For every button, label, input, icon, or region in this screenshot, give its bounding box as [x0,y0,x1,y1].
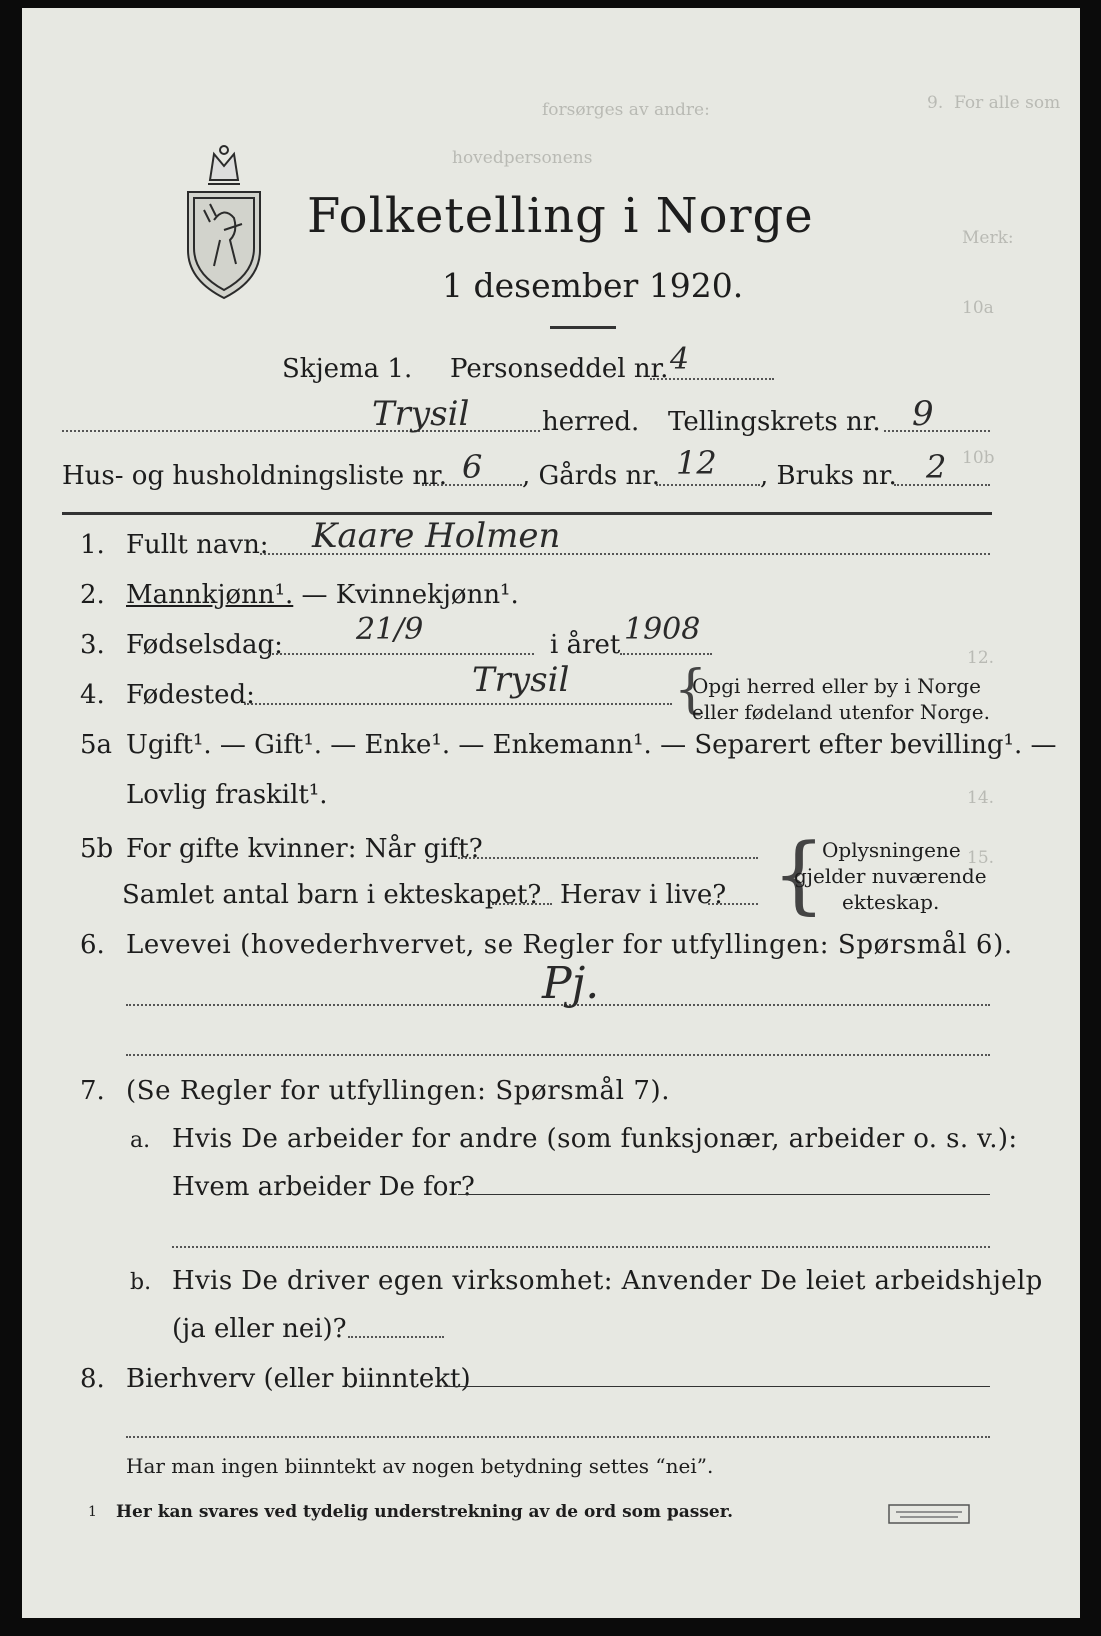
personseddel-label: Personseddel nr. [450,354,669,384]
bleed-through-text: 15. [967,848,995,868]
q7a-line2: Hvem arbeider De for? [172,1172,475,1202]
form-title: Folketelling i Norge [307,188,814,244]
q7-number: 7. [80,1076,105,1106]
q1-value: Kaare Holmen [312,516,561,556]
skjema-label: Skjema 1. [282,354,413,384]
q4-note-line1: Opgi herred eller by i Norge [692,674,981,698]
hus-value: 6 [462,448,483,486]
q8-label: Bierhverv (eller biinntekt) [126,1364,471,1394]
q5b-line1: For gifte kvinner: Når gift? [126,834,483,864]
footnote-mark: 1 [88,1504,97,1520]
q3-year-label: i året [550,630,621,660]
q7-label: (Se Regler for utfyllingen: Spørsmål 7). [126,1076,671,1106]
q4-line [244,703,672,705]
q2-number: 2. [80,580,105,610]
q6-number: 6. [80,930,105,960]
q8-answer-line [444,1386,990,1387]
q3-label: Fødselsdag: [126,630,283,660]
q7a-answer-line [458,1194,990,1195]
q6-line2 [126,1054,990,1056]
q8-number: 8. [80,1364,105,1394]
q7b-line1: Hvis De driver egen virksomhet: Anvender De leiet arbeidshjelp [172,1266,1043,1296]
q7a-extra-line [172,1246,990,1248]
q1-number: 1. [80,530,105,560]
norwegian-coat-of-arms-icon [180,140,268,300]
q2-kvinnekjonn-option: Kvinnekjønn¹. [335,580,519,610]
gards-line [656,484,760,486]
footnote: Her kan svares ved tydelig understrekning av de ord som passer. [116,1502,734,1522]
q4-label: Fødested: [126,680,255,710]
q3-year-value: 1908 [624,612,701,647]
tellingskrets-label: Tellingskrets nr. [668,407,881,437]
q5a-number: 5a [80,730,113,760]
q4-value: Trysil [472,660,570,700]
q7b-answer-line [348,1336,444,1338]
q3-birthday-value: 21/9 [356,612,424,647]
q5b-number: 5b [80,834,114,864]
census-date: 1 desember 1920. [442,266,744,305]
q6-value: Pj. [542,958,600,1009]
personseddel-value: 4 [670,342,690,377]
bruks-value: 2 [926,448,947,486]
q5b-married-line [458,857,758,859]
q5b-note-line3: ekteskap. [842,890,940,914]
herred-value: Trysil [372,394,470,434]
q4-note-line2: eller fødeland utenfor Norge. [692,700,990,724]
q7b-line2: (ja eller nei)? [172,1314,347,1344]
q6-label: Levevei (hovederhvervet, se Regler for utfyllingen: Spørsmål 6). [126,930,1013,960]
q5b-note-brace: { [772,825,826,923]
q5b-note-line2: gjelder nuværende [794,864,987,888]
q5a-line2: Lovlig fraskilt¹. [126,780,328,810]
section-divider [62,512,992,515]
q5b-alive-line [708,903,758,905]
q7b-letter: b. [130,1270,152,1295]
bleed-through-text: Merk: [962,228,1014,248]
personseddel-line [650,378,774,380]
header-divider [550,326,616,329]
bleed-through-text: 9. For alle som [927,93,1061,113]
hus-label: Hus- og husholdningsliste nr. [62,461,448,491]
bleed-through-text: 12. [967,648,995,668]
q5b-children-line [492,903,552,905]
q4-note-brace: { [674,660,708,720]
gards-label: , Gårds nr. [522,461,661,491]
tellingskrets-line [884,430,990,432]
printer-stamp-icon [888,1504,970,1524]
bleed-through-text: hovedpersonens [452,148,593,168]
q3-birthday-line [268,653,534,655]
bleed-through-text: 10a [962,298,994,318]
bleed-through-text: 14. [967,788,995,808]
q4-number: 4. [80,680,105,710]
q5b-herav-label: Herav i live? [560,880,727,910]
q7a-line1: Hvis De arbeider for andre (som funksjonær, arbeider o. s. v.): [172,1124,1018,1154]
q3-number: 3. [80,630,105,660]
q2-separator: — [293,580,336,610]
bleed-through-text: 10b [962,448,995,468]
q5a-line1: Ugift¹. — Gift¹. — Enke¹. — Enkemann¹. — Separert efter bevilling¹. — [126,730,1057,760]
bruks-label: , Bruks nr. [760,461,897,491]
q5b-note-line1: Oplysningene [822,838,961,862]
tellingskrets-value: 9 [912,394,934,434]
gards-value: 12 [676,444,717,482]
herred-label: herred. [542,407,640,437]
bleed-through-text: forsørges av andre: [542,100,710,120]
q5b-line2: Samlet antal barn i ekteskapet? [122,880,542,910]
q2-options [126,580,519,610]
q2-mannkjonn-option: Mannkjønn¹. [126,580,294,610]
q7a-letter: a. [130,1128,151,1153]
q1-label: Fullt navn: [126,530,269,560]
income-note: Har man ingen biinntekt av nogen betydning settes “nei”. [126,1454,714,1478]
q3-year-line [620,653,712,655]
census-form-page [22,8,1080,1618]
q8-extra-line [126,1436,990,1438]
